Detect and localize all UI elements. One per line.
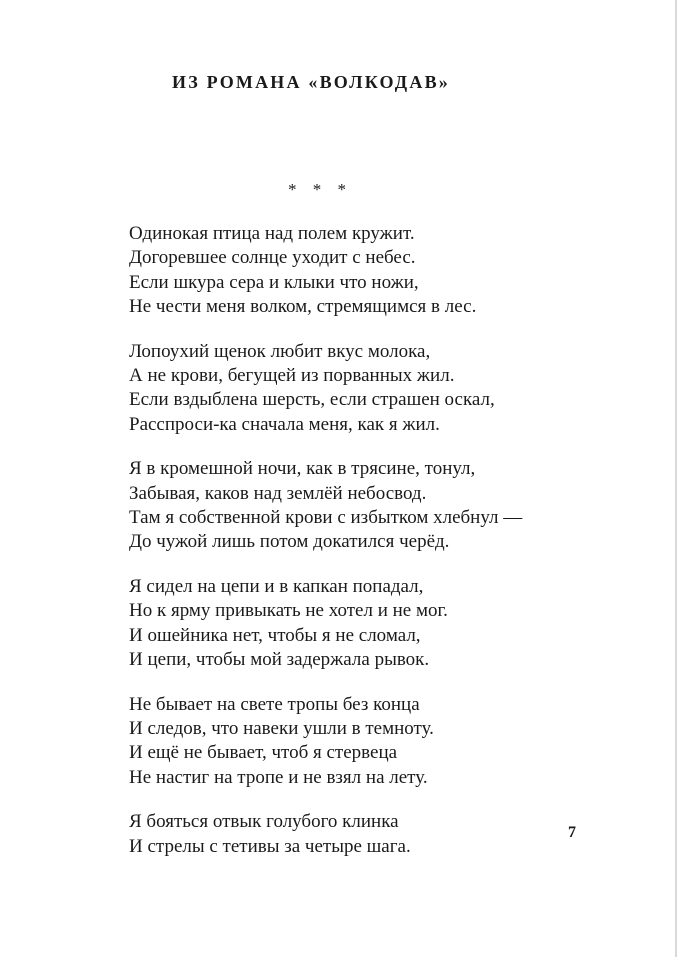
poem-line: Но к ярму привыкать не хотел и не мог. xyxy=(129,600,448,622)
stanza-6 xyxy=(129,810,599,859)
stanza-1 xyxy=(129,222,599,320)
poem-line: Если вздыблена шерсть, если страшен оскал, xyxy=(129,389,495,411)
poem-line: Расспроси-ка сначала меня, как я жил. xyxy=(129,413,440,435)
poem-line: До чужой лишь потом докатился черёд. xyxy=(129,531,450,553)
poem-line: И ошейника нет, чтобы я не сломал, xyxy=(129,624,421,646)
poem-line: Я бояться отвык голубого клинка xyxy=(129,811,399,833)
poem-line: И следов, что навеки ушли в темноту. xyxy=(129,717,434,739)
stanza-3 xyxy=(129,457,599,555)
poem-line: Я сидел на цепи и в капкан попадал, xyxy=(129,575,424,597)
poem-line: Там я собственной крови с избытком хлебнул — xyxy=(129,507,523,529)
stanza-2 xyxy=(129,340,599,438)
stanza-5 xyxy=(129,693,599,791)
page-number: 7 xyxy=(568,824,576,841)
poem-line: Не настиг на тропе и не взял на лету. xyxy=(129,766,428,788)
page-title: ИЗ РОМАНА «ВОЛКОДАВ» xyxy=(172,72,450,92)
poem-line: И цепи, чтобы мой задержала рывок. xyxy=(129,649,430,671)
poem-line: Не чести меня волком, стремящимся в лес. xyxy=(129,296,477,318)
poem-line: И ещё не бывает, чтоб я стервеца xyxy=(129,742,398,764)
poem-line: Догоревшее солнце уходит с небес. xyxy=(129,247,416,269)
poem-line: Я в кромешной ночи, как в трясине, тонул, xyxy=(129,458,476,480)
poem-line: И стрелы с тетивы за четыре шага. xyxy=(129,835,411,857)
poem-line: А не крови, бегущей из порванных жил. xyxy=(129,365,455,387)
poem-line: Не бывает на свете тропы без конца xyxy=(129,693,420,715)
poem-line: Если шкура сера и клыки что ножи, xyxy=(129,271,419,293)
poem xyxy=(129,222,599,879)
poem-line: Одинокая птица над полем кружит. xyxy=(129,223,415,244)
stanza-4 xyxy=(129,575,599,673)
section-separator: * * * xyxy=(288,180,352,199)
poem-line: Забывая, каков над землёй небосвод. xyxy=(129,482,427,504)
poem-line: Лопоухий щенок любит вкус молока, xyxy=(129,340,431,362)
